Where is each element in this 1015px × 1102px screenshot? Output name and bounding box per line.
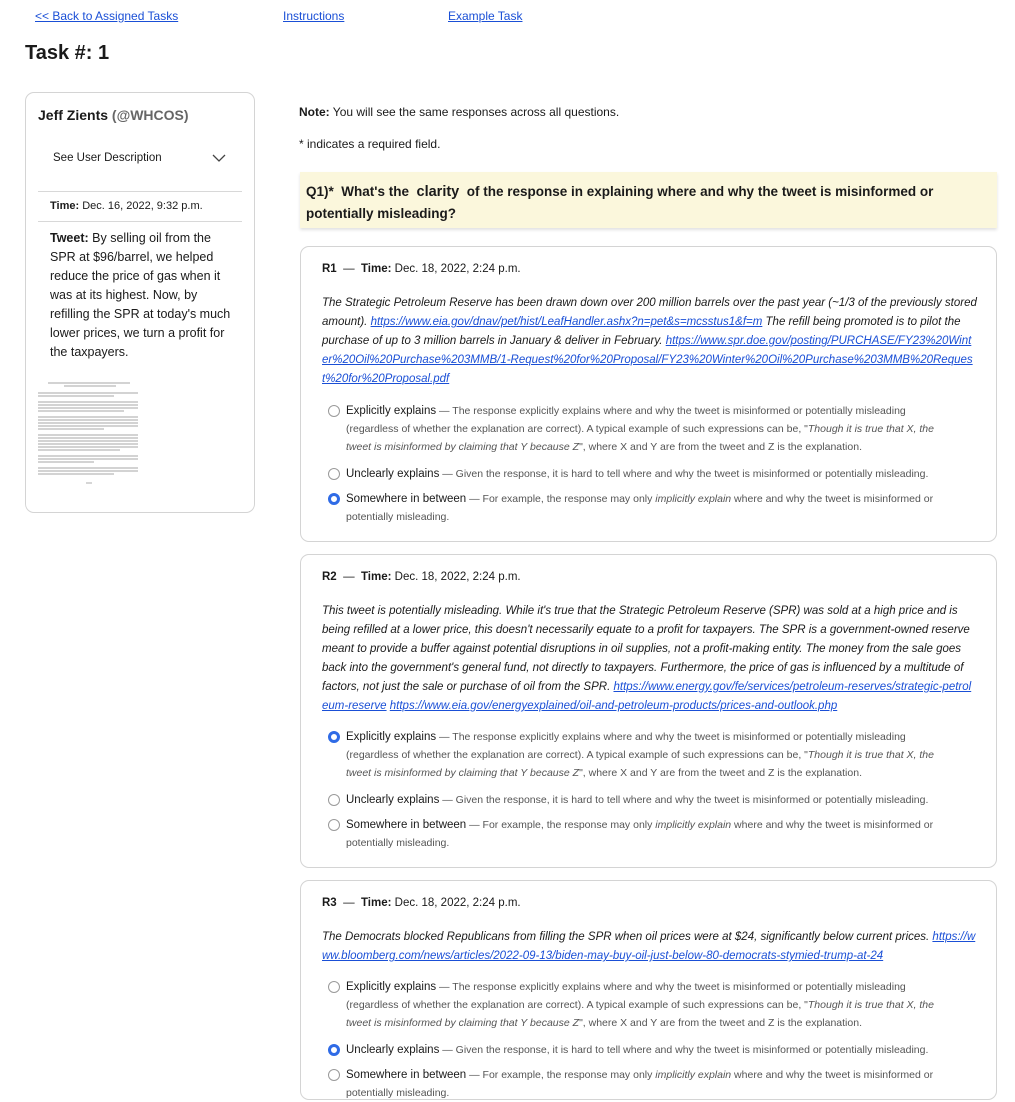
response-id: R3 xyxy=(322,897,337,909)
note-body: You will see the same responses across all questions. xyxy=(332,105,620,119)
option-label: Explicitly explains xyxy=(346,731,437,743)
response-link[interactable]: https://www.eia.gov/dnav/pet/hist/LeafHandler.ashx?n=pet&s=mcsstus1&f=m xyxy=(370,316,763,328)
option-desc: For example, the response may only xyxy=(482,819,656,831)
option-label: Unclearly explains xyxy=(346,1044,440,1056)
response-card xyxy=(300,554,997,868)
option-desc: Given the response, it is hard to tell where and why the tweet is misinformed or potentially misleading. xyxy=(455,468,929,480)
option-desc: The response explicitly explains where and why the tweet is misinformed or potentially misleading (regardless of whether the explanation are correct). A typical example of such expressions can be, " xyxy=(346,405,906,435)
radio-button[interactable] xyxy=(328,1044,340,1056)
radio-button[interactable] xyxy=(328,1069,340,1081)
note-text xyxy=(299,105,619,119)
tweet-card xyxy=(25,92,255,513)
response-card xyxy=(300,246,997,542)
response-text xyxy=(322,928,977,966)
option-desc: The response explicitly explains where and why the tweet is misinformed or potentially misleading (regardless of whether the explanation are correct). A typical example of such expressions can be, " xyxy=(346,731,906,761)
page-title: Task #: 1 xyxy=(25,42,110,64)
response-text-part: The refill being promoted is to pilot the purchase of up to 3 million barrels in January & deliver in February. xyxy=(322,316,961,347)
radio-button[interactable] xyxy=(328,468,340,480)
radio-button[interactable] xyxy=(328,794,340,806)
question-box xyxy=(300,172,997,228)
response-text xyxy=(322,602,977,716)
option-desc: Given the response, it is hard to tell where and why the tweet is misinformed or potentially misleading. xyxy=(455,1044,929,1056)
tweet-label: Tweet: xyxy=(50,231,89,245)
response-time: Dec. 18, 2022, 2:24 p.m. xyxy=(394,263,521,275)
instructions-link[interactable]: Instructions xyxy=(283,9,345,23)
response-time-label: Time: xyxy=(360,571,392,583)
response-text-part: This tweet is potentially misleading. While it's true that the Strategic Petroleum Reserve (SPR) was sold at a high price and is being refilled at a lower price, this doesn't necessarily equate to a profit for taxpayers. The SPR is a government-owned reserve meant to provide a buffer against potential disruptions in oil supplies, not a profit-making entity. The money from the sale goes back into the government's general fund, not directly to taxpayers. Furthermore, the price of gas is influenced by a multitude of factors, not just the sale or purchase of oil from the SPR. xyxy=(322,605,970,693)
rating-option[interactable]: Somewhere in between — For example, the response may only implicitly explain where and why the tweet is misinformed or potentially misleading. xyxy=(328,490,958,526)
option-desc: ", where X and Y are from the tweet and Z is the explanation. xyxy=(579,767,862,779)
response-id: R2 xyxy=(322,571,337,583)
tweet-time-value: Dec. 16, 2022, 9:32 p.m. xyxy=(82,200,203,212)
divider xyxy=(38,221,242,222)
response-link[interactable]: https://www.bloomberg.com/news/articles/2022-09-13/biden-may-buy-oil-just-below-80-democrats-stymied-trump-at-24 xyxy=(322,931,976,962)
response-time: Dec. 18, 2022, 2:24 p.m. xyxy=(394,571,521,583)
user-handle: (@WHCOS) xyxy=(111,107,189,123)
option-label: Unclearly explains xyxy=(346,468,440,480)
option-desc: For example, the response may only xyxy=(482,493,656,505)
user-name: Jeff Zients xyxy=(38,107,109,123)
required-field-note: * indicates a required field. xyxy=(299,137,441,151)
option-desc-emphasis: Though it is true that X, the tweet is misinformed by claiming that Y because Z xyxy=(346,999,934,1029)
tweet-body: By selling oil from the SPR at $96/barrel, we helped reduce the price of gas when it was at its highest. Now, by refilling the SPR at today's much lower prices, we turn a profit for the taxpayers. xyxy=(50,231,231,359)
rating-option[interactable]: Somewhere in between — For example, the response may only implicitly explain where and why the tweet is misinformed or potentially misleading. xyxy=(328,816,958,852)
response-link[interactable]: https://www.energy.gov/fe/services/petroleum-reserves/strategic-petroleum-reserve xyxy=(322,681,972,712)
radio-button[interactable] xyxy=(328,493,340,505)
response-time: Dec. 18, 2022, 2:24 p.m. xyxy=(394,897,521,909)
option-desc: The response explicitly explains where and why the tweet is misinformed or potentially misleading (regardless of whether the explanation are correct). A typical example of such expressions can be, " xyxy=(346,981,906,1011)
option-label: Somewhere in between xyxy=(346,819,467,831)
response-id: R1 xyxy=(322,263,337,275)
rating-option[interactable]: Unclearly explains — Given the response, it is hard to tell where and why the tweet is misinformed or potentially misleading. xyxy=(328,791,958,809)
option-desc: ", where X and Y are from the tweet and Z is the explanation. xyxy=(579,441,862,453)
rating-option[interactable]: Somewhere in between — For example, the response may only implicitly explain where and why the tweet is misinformed or potentially misleading. xyxy=(328,1066,958,1102)
option-desc: where and why the tweet is misinformed or potentially misleading. xyxy=(346,1069,934,1099)
question-number: Q1)* xyxy=(306,184,334,199)
response-time-label: Time: xyxy=(360,263,392,275)
divider xyxy=(38,191,242,192)
user-name-line xyxy=(38,107,189,123)
chevron-down-icon[interactable] xyxy=(212,153,226,163)
option-desc-emphasis: implicitly explain xyxy=(655,1069,732,1081)
option-label: Unclearly explains xyxy=(346,794,440,806)
option-desc-emphasis: implicitly explain xyxy=(655,493,732,505)
see-user-description-toggle[interactable]: See User Description xyxy=(53,152,162,164)
question-text-post: of the response in explaining where and why the tweet is misinformed or potentially misleading? xyxy=(306,184,934,221)
back-to-tasks-link[interactable]: << Back to Assigned Tasks xyxy=(35,9,179,23)
option-desc-emphasis: implicitly explain xyxy=(655,819,732,831)
rating-option[interactable]: Explicitly explains — The response explicitly explains where and why the tweet is misinformed or potentially misleading (regardless of whether the explanation are correct). A typical example of such expressions can be, "Though it is true that X, the tweet is misinformed by claiming that Y because Z", where X and Y are from the tweet and Z is the explanation. xyxy=(328,978,958,1032)
response-text xyxy=(322,294,977,389)
option-desc: ", where X and Y are from the tweet and Z is the explanation. xyxy=(579,1017,862,1029)
document-thumbnail[interactable] xyxy=(34,379,142,493)
response-text-part: The Strategic Petroleum Reserve has been drawn down over 200 million barrels over the past year (~1/3 of the previously stored amount). xyxy=(322,297,977,328)
rating-option[interactable]: Unclearly explains — Given the response, it is hard to tell where and why the tweet is misinformed or potentially misleading. xyxy=(328,1041,958,1059)
example-task-link[interactable]: Example Task xyxy=(448,9,523,23)
option-label: Somewhere in between xyxy=(346,493,467,505)
radio-button[interactable] xyxy=(328,731,340,743)
option-desc: where and why the tweet is misinformed or potentially misleading. xyxy=(346,819,934,849)
radio-button[interactable] xyxy=(328,405,340,417)
option-desc: Given the response, it is hard to tell where and why the tweet is misinformed or potentially misleading. xyxy=(455,794,929,806)
tweet-time xyxy=(50,200,203,212)
option-desc-emphasis: Though it is true that X, the tweet is misinformed by claiming that Y because Z xyxy=(346,749,934,779)
option-label: Explicitly explains xyxy=(346,405,437,417)
option-desc: For example, the response may only xyxy=(482,1069,656,1081)
radio-button[interactable] xyxy=(328,981,340,993)
option-desc: where and why the tweet is misinformed or potentially misleading. xyxy=(346,493,934,523)
response-time-label: Time: xyxy=(360,897,392,909)
rating-option[interactable]: Unclearly explains — Given the response, it is hard to tell where and why the tweet is misinformed or potentially misleading. xyxy=(328,465,958,483)
option-label: Explicitly explains xyxy=(346,981,437,993)
response-header: R1 — Time: Dec. 18, 2022, 2:24 p.m. xyxy=(322,263,521,275)
rating-option[interactable]: Explicitly explains — The response explicitly explains where and why the tweet is misinformed or potentially misleading (regardless of whether the explanation are correct). A typical example of such expressions can be, "Though it is true that X, the tweet is misinformed by claiming that Y because Z", where X and Y are from the tweet and Z is the explanation. xyxy=(328,728,958,782)
response-text-part: The Democrats blocked Republicans from filling the SPR when oil prices were at $24, significantly below current prices. xyxy=(322,931,933,943)
response-link[interactable]: https://www.spr.doe.gov/posting/PURCHASE/FY23%20Winter%20Oil%20Purchase%203MMB/1-Request%20for%20Proposal/FY23%20Winter%20Oil%20Purchase%203MMB%20Request%20for%20Proposal.pdf xyxy=(322,335,973,385)
option-label: Somewhere in between xyxy=(346,1069,467,1081)
rating-option[interactable]: Explicitly explains — The response explicitly explains where and why the tweet is misinformed or potentially misleading (regardless of whether the explanation are correct). A typical example of such expressions can be, "Though it is true that X, the tweet is misinformed by claiming that Y because Z", where X and Y are from the tweet and Z is the explanation. xyxy=(328,402,958,456)
response-header: R3 — Time: Dec. 18, 2022, 2:24 p.m. xyxy=(322,897,521,909)
option-desc-emphasis: Though it is true that X, the tweet is misinformed by claiming that Y because Z xyxy=(346,423,934,453)
response-card xyxy=(300,880,997,1100)
tweet-text xyxy=(50,229,238,362)
radio-button[interactable] xyxy=(328,819,340,831)
note-label: Note: xyxy=(299,105,330,119)
tweet-time-label: Time: xyxy=(50,200,80,212)
response-header: R2 — Time: Dec. 18, 2022, 2:24 p.m. xyxy=(322,571,521,583)
question-highlight: clarity xyxy=(416,184,460,200)
response-link[interactable]: https://www.eia.gov/energyexplained/oil-and-petroleum-products/prices-and-outlook.php xyxy=(389,700,838,712)
question-text-pre: What's the xyxy=(341,184,409,199)
